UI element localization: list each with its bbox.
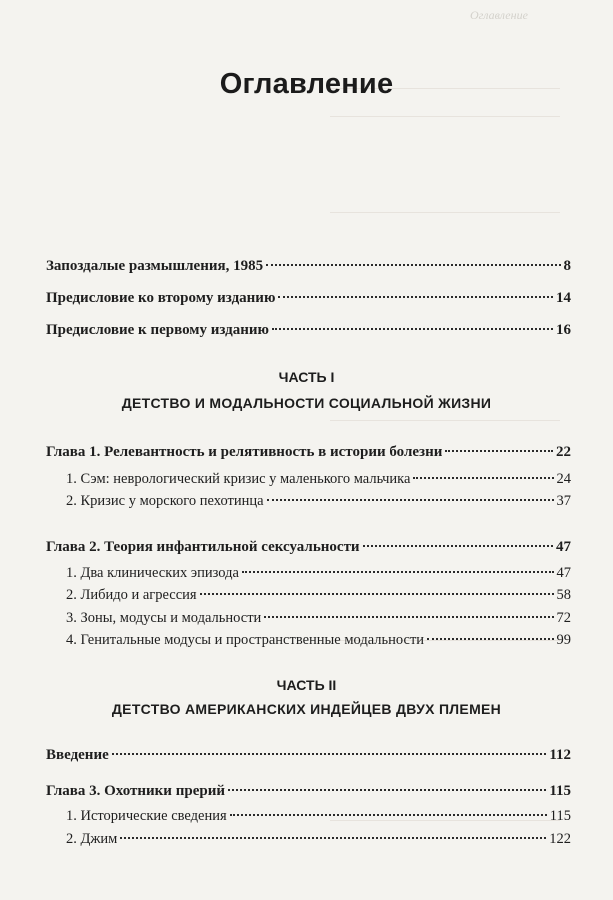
page-title: Оглавление xyxy=(219,68,394,100)
dot-leader xyxy=(272,328,553,330)
show-through-line xyxy=(330,212,560,213)
part-title: ДЕТСТВО АМЕРИКАНСКИХ ИНДЕЙЦЕВ ДВУХ ПЛЕМЕН xyxy=(111,701,502,717)
toc-entry xyxy=(46,321,571,339)
toc-entry-label: Глава 2. Теория инфантильной сексуальности xyxy=(46,539,360,555)
dot-leader xyxy=(267,499,554,501)
toc-entry-page: 115 xyxy=(549,783,571,799)
toc-entry-label: 2. Кризис у морского пехотинца xyxy=(66,493,264,509)
toc-entry-page: 112 xyxy=(549,747,571,763)
toc-entry-page: 115 xyxy=(549,808,571,824)
section-entry xyxy=(66,492,571,510)
toc-entry-label: Глава 1. Релевантность и релятивность в истории болезни xyxy=(46,444,443,460)
dot-leader xyxy=(228,789,546,791)
chapter-entry xyxy=(46,538,571,556)
toc-entry xyxy=(46,746,571,764)
part-label: ЧАСТЬ I xyxy=(278,369,335,385)
chapter-entry xyxy=(46,443,571,461)
toc-entry-page: 8 xyxy=(563,258,571,274)
running-head: Оглавление xyxy=(470,8,528,22)
toc-entry-label: 1. Два клинических эпизода xyxy=(66,565,239,581)
dot-leader xyxy=(445,450,553,452)
toc-entry-label: 4. Генитальные модусы и пространственные модальности xyxy=(66,632,425,648)
toc-entry xyxy=(46,289,571,307)
toc-entry-page: 37 xyxy=(556,493,571,509)
section-entry xyxy=(66,609,571,627)
chapter-entry xyxy=(46,782,571,800)
toc-entry-page: 14 xyxy=(556,290,571,306)
section-entry xyxy=(66,586,571,604)
toc-entry-label: Предисловие ко второму изданию xyxy=(46,290,276,306)
dot-leader xyxy=(266,264,560,266)
toc-entry-page: 47 xyxy=(556,565,571,581)
dot-leader xyxy=(363,545,553,547)
toc-entry-page: 22 xyxy=(556,444,571,460)
section-entry xyxy=(66,807,571,825)
show-through-line xyxy=(330,116,560,117)
section-entry xyxy=(66,470,571,488)
toc-entry-page: 58 xyxy=(556,587,571,603)
part-title: ДЕТСТВО И МОДАЛЬНОСТИ СОЦИАЛЬНОЙ ЖИЗНИ xyxy=(121,395,492,411)
part-label: ЧАСТЬ II xyxy=(276,677,337,693)
toc-entry-label: 1. Исторические сведения xyxy=(66,808,227,824)
toc-entry-page: 72 xyxy=(556,610,571,626)
toc-entry-label: Глава 3. Охотники прерий xyxy=(46,783,225,799)
toc-entry xyxy=(46,257,571,275)
toc-entry-label: 2. Либидо и агрессия xyxy=(66,587,197,603)
toc-entry-label: 1. Сэм: неврологический кризис у маленького мальчика xyxy=(66,471,411,487)
toc-entry-page: 122 xyxy=(549,831,571,847)
dot-leader xyxy=(278,296,553,298)
toc-entry-label: Предисловие к первому изданию xyxy=(46,322,270,338)
toc-entry-page: 24 xyxy=(556,471,571,487)
dot-leader xyxy=(200,593,554,595)
toc-entry-page: 99 xyxy=(556,632,571,648)
toc-entry-label: Введение xyxy=(46,747,109,763)
section-entry xyxy=(66,631,571,649)
dot-leader xyxy=(242,571,554,573)
dot-leader xyxy=(230,814,547,816)
show-through-line xyxy=(330,420,560,421)
dot-leader xyxy=(413,477,553,479)
toc-entry-label: 3. Зоны, модусы и модальности xyxy=(66,610,262,626)
dot-leader xyxy=(427,638,553,640)
toc-entry-label: Запоздалые размышления, 1985 xyxy=(46,258,264,274)
dot-leader xyxy=(264,616,553,618)
toc-entry-page: 16 xyxy=(556,322,571,338)
toc-entry-label: 2. Джим xyxy=(66,831,118,847)
dot-leader xyxy=(112,753,547,755)
toc-entry-page: 47 xyxy=(556,539,571,555)
section-entry xyxy=(66,564,571,582)
section-entry xyxy=(66,830,571,848)
dot-leader xyxy=(120,837,546,839)
